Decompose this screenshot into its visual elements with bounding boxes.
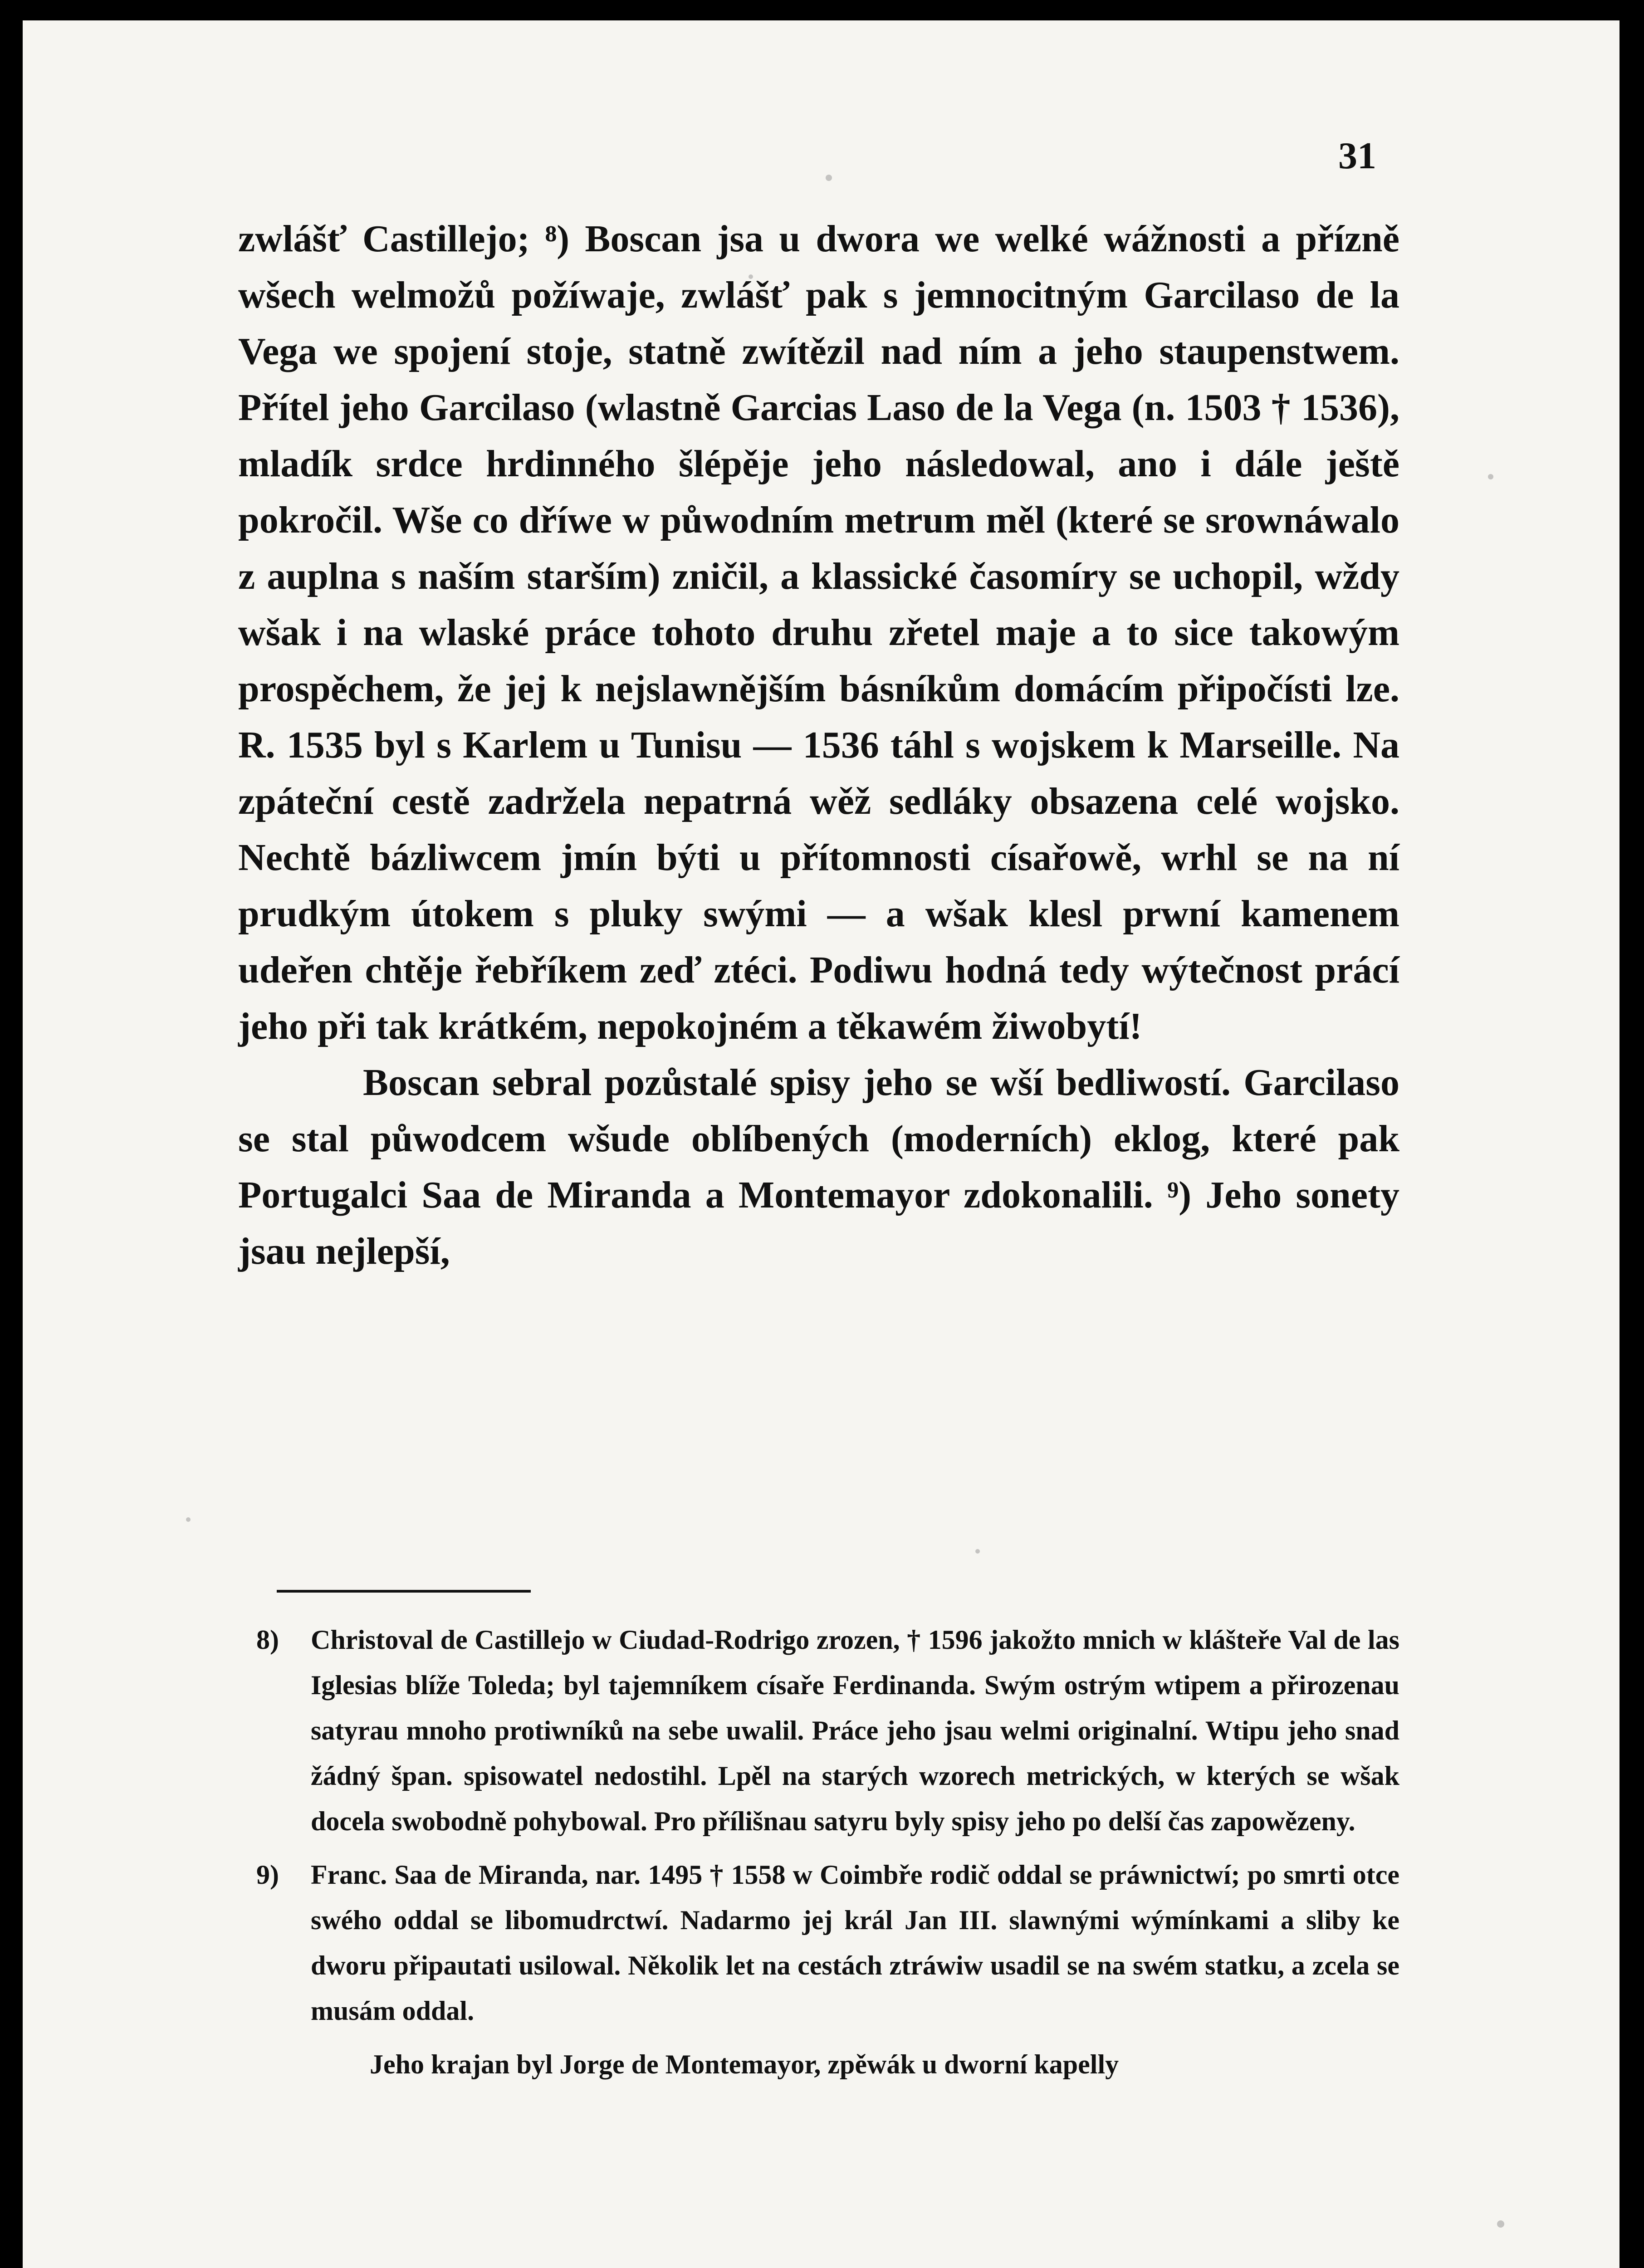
paragraph-1: zwlášť Castillejo; ⁸) Boscan jsa u dwora we welké wážnosti a přízně wšech welmožů požíwaje, zwlášť pak s jemnocitným Garcilaso de la Vega we spojení stoje, statně zwítězil nad ním a jeho staupenstwem. Přítel jeho Garcilaso (wlastně Garcias Laso de la Vega (n. 1503 † 1536), mladík srdce hrdinného šlépěje jeho následowal, ano i dále ještě pokročil. Wše co dříwe w půwodním metrum měl (které se srownáwalo z auplna s naším starším) zničil, a klassické časomíry se uchopil, wždy wšak i na wlaské práce tohoto druhu zřetel maje a to sice takowým prospěchem, že jej k nejslawnějším básníkům domácím připočísti lze. R. 1535 byl s Karlem u Tunisu — 1536 táhl s wojskem k Marseille. Na zpáteční cestě zadržela nepatrná wěž sedláky obsazena celé wojsko. Nechtě bázliwcem jmín býti u přítomnosti císařowě, wrhl se na ní prudkým útokem s pluky swými — a wšak klesl prwní kamenem udeřen chtěje řebříkem zeď ztéci. Podiwu hodná tedy wýtečnost prácí jeho při tak krátkém, nepokojném a těkawém žiwobytí!: [238, 218, 1399, 1047]
scan-speck: [826, 175, 832, 181]
scanned-page: [23, 20, 1620, 2268]
footnote-9: [238, 1852, 1399, 2033]
footnote-separator: [277, 1590, 531, 1593]
scan-speck: [749, 274, 753, 279]
scan-speck: [186, 1517, 191, 1522]
footnote-continuation: Jeho krajan byl Jorge de Montemayor, zpěwák u dworní kapelly: [370, 2049, 1119, 2079]
footnotes: [238, 1617, 1399, 2087]
footnote-marker: 8): [256, 1625, 279, 1655]
scan-speck: [1497, 2220, 1504, 2228]
footnote-marker: 9): [256, 1860, 279, 1890]
scan-speck: [975, 1549, 980, 1554]
footnote-text: Christoval de Castillejo w Ciudad-Rodrigo zrozen, † 1596 jakožto mnich w klášteře Val de las Iglesias blíže Toleda; byl tajemníkem císaře Ferdinanda. Swým ostrým wtipem a přirozenau satyrau mnoho protiwníků na sebe uwalil. Práce jeho jsau welmi originalní. Wtipu jeho snad žádný špan. spisowatel nedostihl. Lpěl na starých wzorech metrických, w kterých se wšak docela swobodně pohybowal. Pro přílišnau satyru byly spisy jeho po delší čas zapowězeny.: [311, 1625, 1399, 1836]
paragraph-2: Boscan sebral pozůstalé spisy jeho se wší bedliwostí. Garcilaso se stal půwodcem wšude oblíbených (moderních) eklog, které pak Portugalci Saa de Miranda a Montemayor zdokonalili. ⁹) Jeho sonety jsau nejlepší,: [238, 1061, 1399, 1272]
scan-speck: [1488, 474, 1493, 479]
footnote-8: [238, 1617, 1399, 1844]
main-text: [238, 211, 1399, 1280]
footnote-text: Franc. Saa de Miranda, nar. 1495 † 1558 w Coimbře rodič oddal se práwnictwí; po smrti otce swého oddal se libomudrctwí. Nadarmo jej král Jan III. slawnými wýmínkami a sliby ke dworu připautati usilowal. Několik let na cestách ztráwiw usadil se na swém statku, a zcela se musám oddal.: [311, 1860, 1399, 2026]
page-number: 31: [1338, 135, 1376, 177]
